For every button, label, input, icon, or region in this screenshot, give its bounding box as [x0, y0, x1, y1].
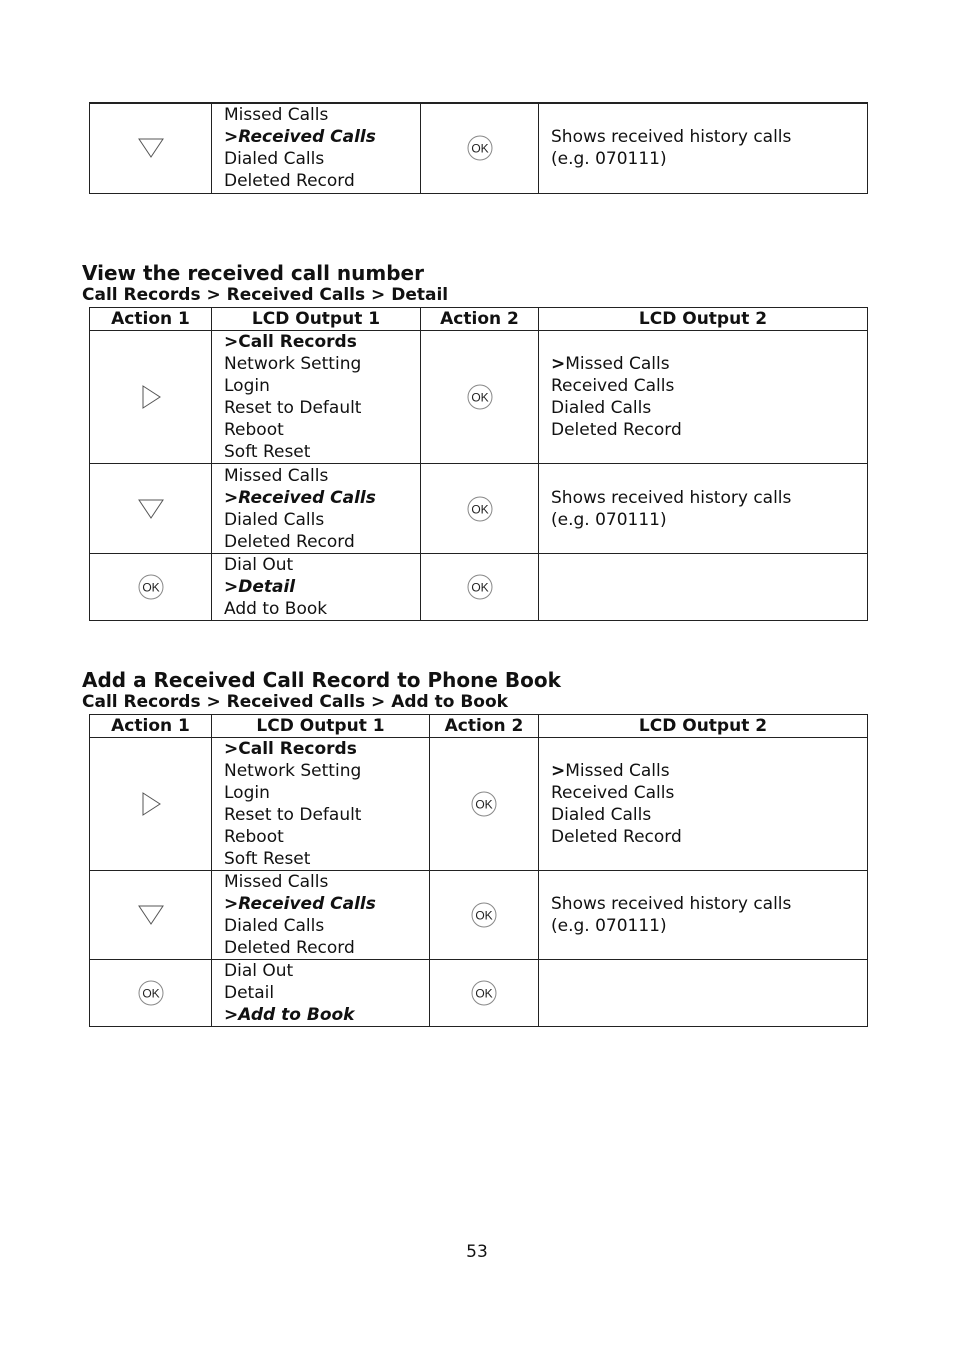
lcd-line: Login [224, 376, 270, 396]
table-header-row [90, 715, 868, 738]
action1-cell [90, 960, 212, 1027]
lcd-line: Deleted Record [224, 531, 355, 552]
table-row [90, 103, 868, 193]
lcd-line: Received Calls [551, 376, 675, 396]
action2-cell [430, 960, 539, 1027]
lcd-output2-cell [539, 738, 868, 871]
lcd-output2-cell [539, 464, 868, 554]
lcd-line: Deleted Record [224, 171, 355, 192]
down-triangle-icon [137, 499, 165, 519]
action2-cell [430, 871, 539, 960]
down-triangle-icon [137, 905, 165, 925]
steps-table [89, 714, 868, 1027]
column-header: LCD Output 2 [539, 715, 868, 738]
column-header: Action 1 [90, 715, 212, 738]
table-continued [89, 102, 868, 194]
lcd-line: Network Setting [224, 354, 362, 374]
lcd-line: >Call Records [224, 332, 357, 352]
column-header: LCD Output 1 [212, 308, 421, 331]
column-header: LCD Output 1 [212, 715, 430, 738]
svg-text:OK: OK [141, 986, 160, 1001]
lcd-line: Shows received history calls [551, 127, 792, 148]
lcd-line: >Missed Calls [551, 761, 670, 781]
lcd-line: Dialed Calls [551, 398, 652, 418]
table-row [90, 960, 868, 1027]
action1-cell [90, 464, 212, 554]
lcd-line: >Received Calls [224, 127, 376, 148]
action1-cell [90, 103, 212, 193]
action1-cell [90, 738, 212, 871]
column-header: LCD Output 2 [539, 308, 868, 331]
column-header: Action 2 [430, 715, 539, 738]
lcd-output1-cell [212, 960, 430, 1027]
svg-text:OK: OK [475, 797, 493, 812]
lcd-line: Missed Calls [224, 465, 329, 486]
lcd-line: Soft Reset [224, 849, 311, 869]
ok-button-icon [467, 387, 493, 407]
lcd-line: Dial Out [224, 555, 294, 575]
ok-button-icon [467, 577, 493, 597]
lcd-line: Add to Book [224, 599, 328, 619]
svg-text:OK: OK [141, 580, 160, 595]
lcd-line: Dial Out [224, 961, 294, 981]
lcd-output1-cell [212, 738, 430, 871]
selection-marker: > [551, 761, 566, 781]
lcd-line: Deleted Record [551, 420, 682, 440]
lcd-output2-cell [539, 960, 868, 1027]
table-row [90, 738, 868, 871]
lcd-output2-cell [539, 871, 868, 960]
down-triangle-icon [137, 138, 165, 158]
svg-text:OK: OK [475, 908, 493, 923]
lcd-line: Dialed Calls [224, 509, 325, 530]
lcd-line: Reset to Default [224, 805, 362, 825]
lcd-line: >Add to Book [224, 1005, 355, 1025]
action1-cell [90, 331, 212, 464]
lcd-output1-cell [212, 554, 421, 621]
lcd-line: Dialed Calls [224, 149, 325, 170]
lcd-line: Reboot [224, 420, 284, 440]
lcd-line: Network Setting [224, 761, 362, 781]
lcd-line: (e.g. 070111) [551, 916, 667, 936]
lcd-line: Login [224, 783, 270, 803]
ok-button-icon [471, 983, 497, 1003]
lcd-line: Soft Reset [224, 442, 311, 462]
lcd-line: (e.g. 070111) [551, 149, 667, 170]
column-header: Action 1 [90, 308, 212, 331]
lcd-output1-cell [212, 103, 421, 193]
ok-button-icon [471, 905, 497, 925]
lcd-line: >Detail [224, 577, 296, 597]
lcd-output1-cell [212, 464, 421, 554]
menu-path: Call Records > Received Calls > Detail [82, 285, 449, 305]
right-triangle-icon [140, 387, 162, 407]
table-row [90, 464, 868, 554]
table-row [90, 554, 868, 621]
page-number: 53 [466, 1242, 488, 1262]
ok-button-icon [138, 983, 164, 1003]
steps-table [89, 307, 868, 621]
svg-text:OK: OK [470, 502, 489, 516]
svg-text:OK: OK [470, 580, 489, 595]
right-triangle-icon [140, 794, 162, 814]
lcd-line: Received Calls [551, 783, 675, 803]
column-header: Action 2 [421, 308, 539, 331]
lcd-output2-cell [539, 331, 868, 464]
ok-button-icon [467, 138, 493, 158]
ok-button-icon [471, 794, 497, 814]
svg-text:OK: OK [475, 986, 493, 1001]
lcd-line: Deleted Record [551, 827, 682, 847]
lcd-line: Shows received history calls [551, 487, 792, 508]
action2-cell [421, 103, 539, 193]
section-title: Add a Received Call Record to Phone Book [82, 668, 561, 692]
lcd-line: Reset to Default [224, 398, 362, 418]
svg-text:OK: OK [470, 141, 489, 156]
lcd-line: Shows received history calls [551, 894, 792, 914]
lcd-line: >Received Calls [224, 894, 376, 914]
lcd-line: Reboot [224, 827, 284, 847]
lcd-line: Missed Calls [224, 105, 329, 126]
lcd-output1-cell [212, 331, 421, 464]
lcd-output2-cell [539, 103, 868, 193]
lcd-line: Dialed Calls [224, 916, 325, 936]
lcd-line: >Call Records [224, 739, 357, 759]
lcd-line: Detail [224, 983, 275, 1003]
ok-button-icon [138, 577, 164, 597]
lcd-line: >Received Calls [224, 487, 376, 508]
action2-cell [430, 738, 539, 871]
menu-path: Call Records > Received Calls > Add to Book [82, 692, 508, 712]
svg-text:OK: OK [470, 390, 489, 405]
table-row [90, 871, 868, 960]
action1-cell [90, 871, 212, 960]
section-title: View the received call number [82, 261, 424, 285]
action2-cell [421, 331, 539, 464]
action1-cell [90, 554, 212, 621]
lcd-output1-cell [212, 871, 430, 960]
lcd-line: >Missed Calls [551, 354, 670, 374]
lcd-line: Dialed Calls [551, 805, 652, 825]
selection-marker: > [551, 354, 566, 374]
table-header-row [90, 308, 868, 331]
lcd-line: (e.g. 070111) [551, 509, 667, 530]
ok-button-icon [467, 499, 493, 519]
lcd-line: Deleted Record [224, 938, 355, 958]
action2-cell [421, 464, 539, 554]
lcd-output2-cell [539, 554, 868, 621]
action2-cell [421, 554, 539, 621]
lcd-line: Missed Calls [224, 872, 329, 892]
table-row [90, 331, 868, 464]
